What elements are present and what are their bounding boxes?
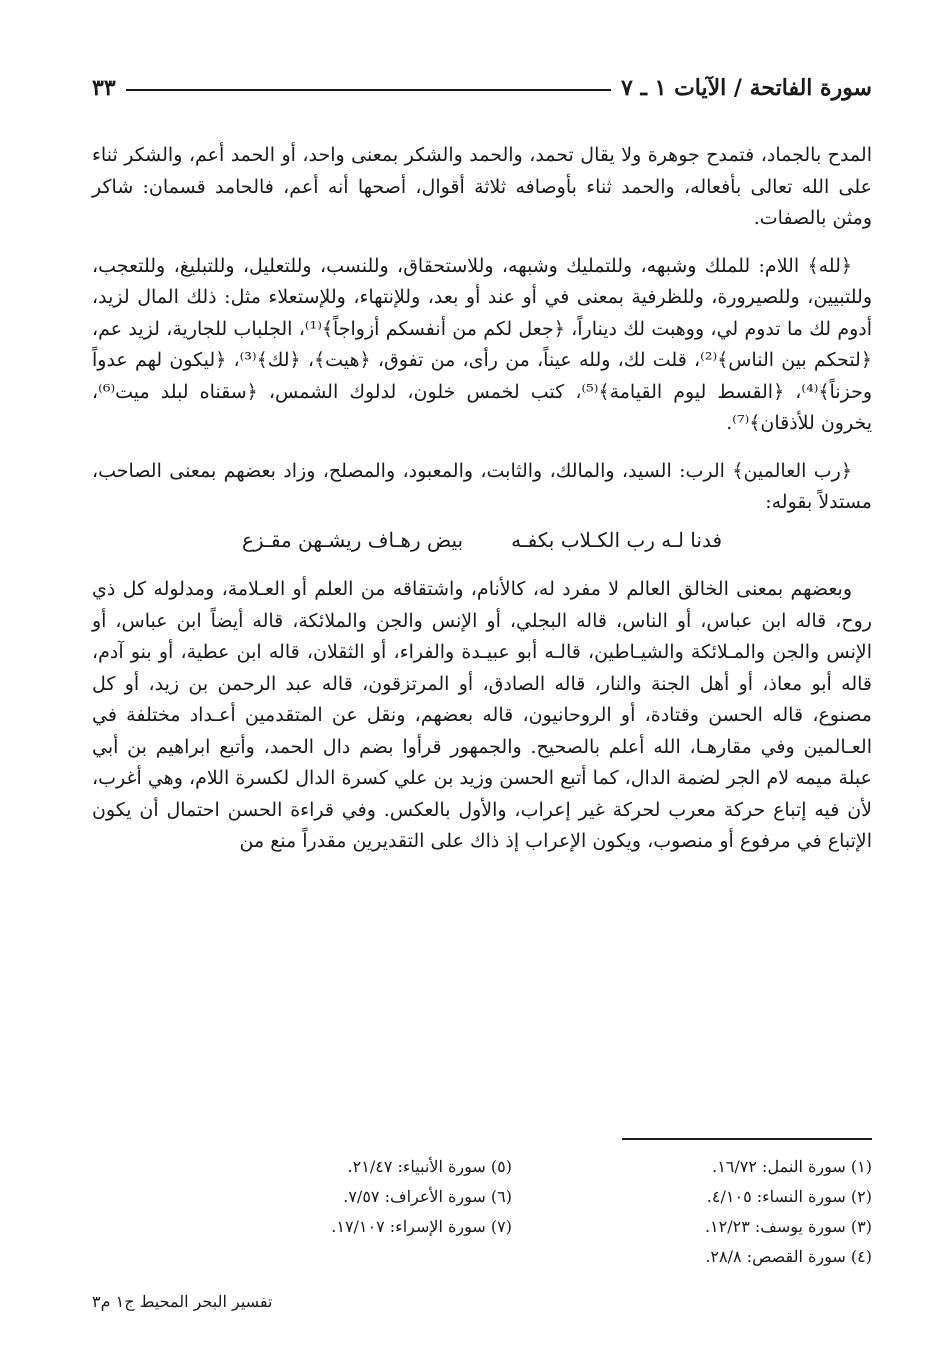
signature-mark: تفسير البحر المحيط ج١ م٣ <box>92 1292 273 1311</box>
page-title: سورة الفاتحة / الآيات ١ ـ ٧ <box>620 75 872 101</box>
footnotes <box>92 1152 872 1272</box>
paragraph: ﴿لله﴾ اللام: للملك وشبهه، وللتمليك وشبهه، وللاستحقاق، وللنسب، وللتعليل، وللتبليغ، وللتعجب، وللتبيين، وللصيرورة، وللظرفية بمعنى في أو عند أو بعد، وللإنتهاء، وللإستعلاء مثل: ذلك المال لزيد، أدوم لك ما تدوم لي، ووهبت لك ديناراً، ﴿جعل لكم من أنفسكم أزواجاً﴾⁽¹⁾، الجلباب للجارية، لزيد عم، ﴿لتحكم بين الناس﴾⁽²⁾، قلت لك، ولله عيناً، من رأى، من تفوق، ﴿هيت﴾، ﴿لك﴾⁽³⁾، ﴿ليكون لهم عدواً وحزناً﴾⁽⁴⁾، ﴿القسط ليوم القيامة﴾⁽⁵⁾، كتب لخمس خلون، لدلوك الشمس، ﴿سقناه لبلد ميت⁽⁶⁾، يخرون للأذقان﴾⁽⁷⁾. <box>92 254 873 434</box>
running-header <box>92 70 872 106</box>
verse-second-hemistich: بيض رهـاف ريشـهن مقـزع <box>242 527 464 552</box>
footnote: (١) سورة النمل: ١٦/٧٢. <box>712 1157 872 1176</box>
poetry-verse <box>92 525 872 557</box>
footnote: (٣) سورة يوسف: ١٢/٢٣. <box>704 1217 872 1236</box>
page-number: ٣٣ <box>92 75 116 101</box>
footnote: (٢) سورة النساء: ٤/١٠٥. <box>706 1187 872 1206</box>
footnote: (٧) سورة الإسراء: ١٧/١٠٧. <box>331 1217 512 1236</box>
paragraph: وبعضهم بمعنى الخالق العالم لا مفرد له، كالأنام، واشتقاقه من العلم أو العـلامة، ومدلوله كل ذي روح، قاله ابن عباس، أو الناس، قاله البجلي، أو الإنس والجن والملائكة، قاله أيضاً ابن عباس، أو الإنس والجن والمـلائكة والشيـاطين، قالـه أبو عبيـدة والفراء، أو الثقلان، قاله ابن عطية، أو بنو آدم، قاله أبو معاذ، أو أهل الجنة والنار، قاله الصادق، أو المرتزقون، قاله عبد الرحمن بن زيد، أو كل مصنوع، قاله الحسن وقتادة، أو الروحانيون، قاله بعضهم، ونقل عن المتقدمين أعـداد مختلفة في العـالمين وفي مقارهـا، الله أعلم بالصحيح. والجمهور قرأوا بضم دال الحمد، وأتبع ابراهيم بن أبي عبلة ميمه لام الجر لضمة الدال، كما أتبع الحسن وزيد بن علي كسرة الدال لكسرة اللام، وهي أغرب، لأن فيه إتباع حركة معرب لحركة غير إعراب، والأول بالعكس. وفي قراءة الحسن احتمال أن يكون الإتباع في مرفوع أو منصوب، ويكون الإعراب إذ ذاك على التقديرين مقدراً منع من <box>92 578 872 852</box>
paragraph: المدح بالجماد، فتمدح جوهرة ولا يقال تحمد، والحمد والشكر بمعنى واحد، أو الحمد أعم، والشكر ثناء على الله تعالى بأفعاله، والحمد ثناء بأوصافه ثلاثة أقوال، أصحها أنه أعم، فالحامد قسمان: شاكر ومثن بالصفات. <box>92 144 872 229</box>
verse-first-hemistich: فدنا لـه رب الكـلاب بكفـه <box>511 527 722 552</box>
footnote-separator <box>622 1138 872 1140</box>
main-text <box>92 140 872 874</box>
header-rule <box>126 89 611 91</box>
footnote: (٤) سورة القصص: ٢٨/٨. <box>705 1247 872 1266</box>
paragraph: ﴿رب العالمين﴾ الرب: السيد، والمالك، والثابت، والمعبود، والمصلح، وزاد بعضهم بمعنى الصاحب، مستدلاً بقوله: <box>92 459 872 513</box>
footnote: (٦) سورة الأعراف: ٧/٥٧. <box>343 1187 512 1206</box>
footnotes-right-column <box>572 1152 872 1272</box>
footnote: (٥) سورة الأنبياء: ٢١/٤٧. <box>347 1157 512 1176</box>
footnotes-left-column <box>212 1152 512 1272</box>
